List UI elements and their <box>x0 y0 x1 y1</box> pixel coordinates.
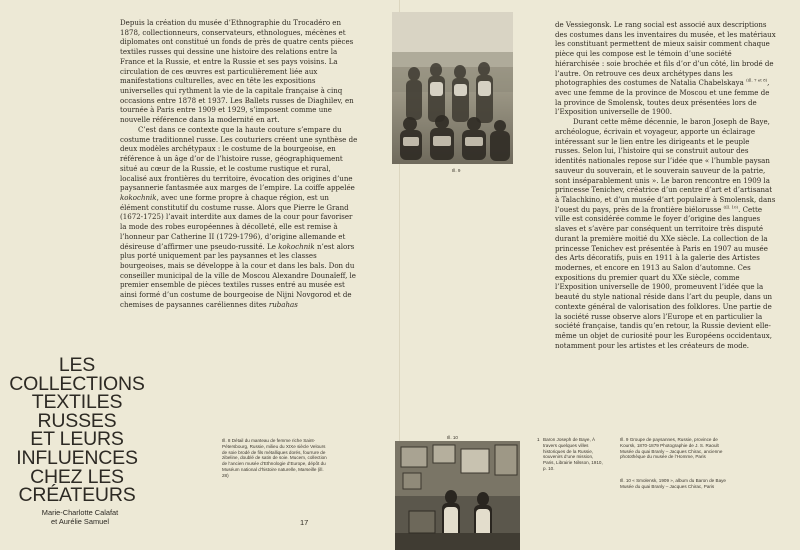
chapter-authors: Marie-Charlotte Calafat et Aurélie Samuel <box>41 508 119 526</box>
chapter-title <box>2 356 152 505</box>
left-paragraph-1: Depuis la création du musée d’Ethnographie du Trocadéro en 1878, collectionneurs, conservateurs, ethnologues, mécènes et diplomates ont constitué un fonds de près de quatre cents pièces textiles russes qui dessine une histoire des relations entre la France et la Russie, et entre la Russie et ses pays voisins. La circulation de ces œuvres est particulièrement liée aux manifestations culturelles, avec en tête les expositions universelles qui rythment la vie de la capitale française à cinq occasions entre 1878 et 1937. Les Ballets russes de Diaghilev, en tournée à Paris entre 1909 et 1929, s’imposent comme une nouvelle référence dans la modernité en art. <box>120 18 354 125</box>
title-line: ET LEURS <box>30 428 124 451</box>
title-line: INFLUENCES <box>16 446 138 469</box>
right-paragraph-2: Durant cette même décennie, le baron Joseph de Baye, archéologue, écrivain et voyageur, apporte un éclairage intéressant sur le lien entre les dirigeants et le peuple russes. Selon lui, l’histoire qui se construit autour des identités nationales repose sur l’idée que « l’humble paysan sauveur du souverain, et le souverain sauveur de la patrie, sont inséparablement unis ». Le baron rencontre en 1909 la princesse Tenichev, créatrice d’un centre d’art et d’artisanat à Talachkino, et d’un musée d’art populaire à Smolensk, dans l’ouest du pays, près de la frontière biélorusse $^{(ill. 10)}$. Cette ville est considérée comme le foyer d’origine des langues slaves et s’avère par conséquent un territoire très disputé durant la première moitié du XXe siècle. La collection de la princesse Tenichev est présentée à Paris en 1907 au musée des Arts décoratifs, puis en 1911 à la galerie des Artistes modernes, et encore en 1913 au Salon d’automne. Ces expositions du premier quart du XXe siècle, comme l’Exposition universelle de 1900, promeuvent l’idée que la beauté du style national réside dans l’art du peuple, dans un contexte général de valorisation des folklores. Une partie de la société russe observe alors l’Europe et en particulier la société française, tandis qu’en retour, la Russie devient elle-même un objet de curiosité pour les Européens occidentaux, notamment pour les artistes et les créateurs de mode. <box>555 117 776 350</box>
footnote-number: 1 <box>537 437 540 442</box>
left-paragraph-2: C’est dans ce contexte que la haute couture s’empare du costume traditionnel russe. Les couturiers créent une synthèse de deux modèles archétypaux : le costume de la bourgeoise, en référence à un âge d’or de l’histoire russe, géographiquement situé au cœur de la Russie, et le costume rustique et rural, localisé aux frontières du territoire, évocation des origines d’une paysannerie fantasmée aux marges de l’empire. La coiffe appelée kokochnik, avec une forme propre à chaque région, est un élément constitutif du costume russe. Alors que Pierre le Grand (1672-1725) l’avait interdite aux dames de la cour pour favoriser la mode des robes européennes à décolleté, elle est remise à l’honneur par Catherine II (1729-1796), d’origine allemande et désireuse d’affirmer une pseudo-russité. Le kokochnik n’est alors plus porté uniquement par les paysannes et les classes bourgeoises, mais se développe à la cour et dans les bals. Don du conseiller municipal de la ville de Moscou Alexandre Dounaïeff, le premier ensemble de pièces textiles russes entré au musée est ainsi formé d’un costume de bourgeoise de Nijni Novgorod et de chemises de paysannes caréliennes dites rubahas <box>120 124 358 309</box>
photo-peasant-women-group <box>392 12 513 164</box>
right-body-column <box>555 20 776 350</box>
caption-ill-10: Ill. 10 « Smolensk, 1909 », album du Baron de Baye Musée du quai Branly – Jacques Chirac, Paris <box>620 478 726 489</box>
smolensk-interior-photo-image <box>395 441 520 550</box>
caption-ill-9: Ill. 9 Groupe de paysannes, Russie, province de Koursk, 1870-1879 Photographie de J. S. Raoult Musée du quai Branly – Jacques Chirac, ancienne photothèque du musée de l’Homme, Paris <box>620 437 723 460</box>
footnote-text: Baron Joseph de Baye, À travers quelques villes historiques de la Russie, souvenirs d’une mission, Paris, Librairie Nilsson, 1910, p. 10. <box>543 437 603 471</box>
title-line: COLLECTIONS <box>9 372 145 395</box>
caption-ill-8: Ill. 8 Détail du manteau de femme riche Saint-Pétersbourg, Russie, milieu du XIXe siècle Velours de soie brodé de fils métalliques dorés, fourrure de zibeline, doublé de satin de soie. Mucem, collection de l’ancien musée d’Ethnologie d’Europe, dépôt du Muséum national d’histoire naturelle, Marseille (ill. 28) <box>222 438 327 478</box>
right-page <box>400 0 800 550</box>
title-line: LES <box>58 354 96 376</box>
title-line: CHEZ LES <box>30 465 124 488</box>
page-number: 17 <box>300 518 309 527</box>
right-paragraph-1: de Vessiegonsk. Le rang social est associé aux descriptions des costumes dans les inventaires du musée, et les matériaux les constituant permettent de mieux saisir comment chaque pièce qui les compose est le témoin d’une société hiérarchisée : soie brochée et fils d’or d’un côté, lin brodé de l’autre. On retrouve ces deux archétypes dans les photographies des costumes de Natalia Chabelskaya $^{(ill. 7 et 8)}$, avec une femme de la province de Moscou et une femme de la province de Smolensk, toutes deux présentées lors de l’Exposition universelle de 1900. <box>555 20 776 117</box>
peasant-group-photo-image <box>392 12 513 164</box>
photo-smolensk-interior <box>395 441 520 550</box>
title-line: CRÉATEURS <box>18 484 136 507</box>
title-line: TEXTILES RUSSES <box>31 391 123 432</box>
figure-tag-ill-10: Ill. 10 <box>447 435 458 440</box>
figure-tag-ill-9: Ill. 9 <box>452 168 461 173</box>
left-body-column <box>120 18 358 310</box>
